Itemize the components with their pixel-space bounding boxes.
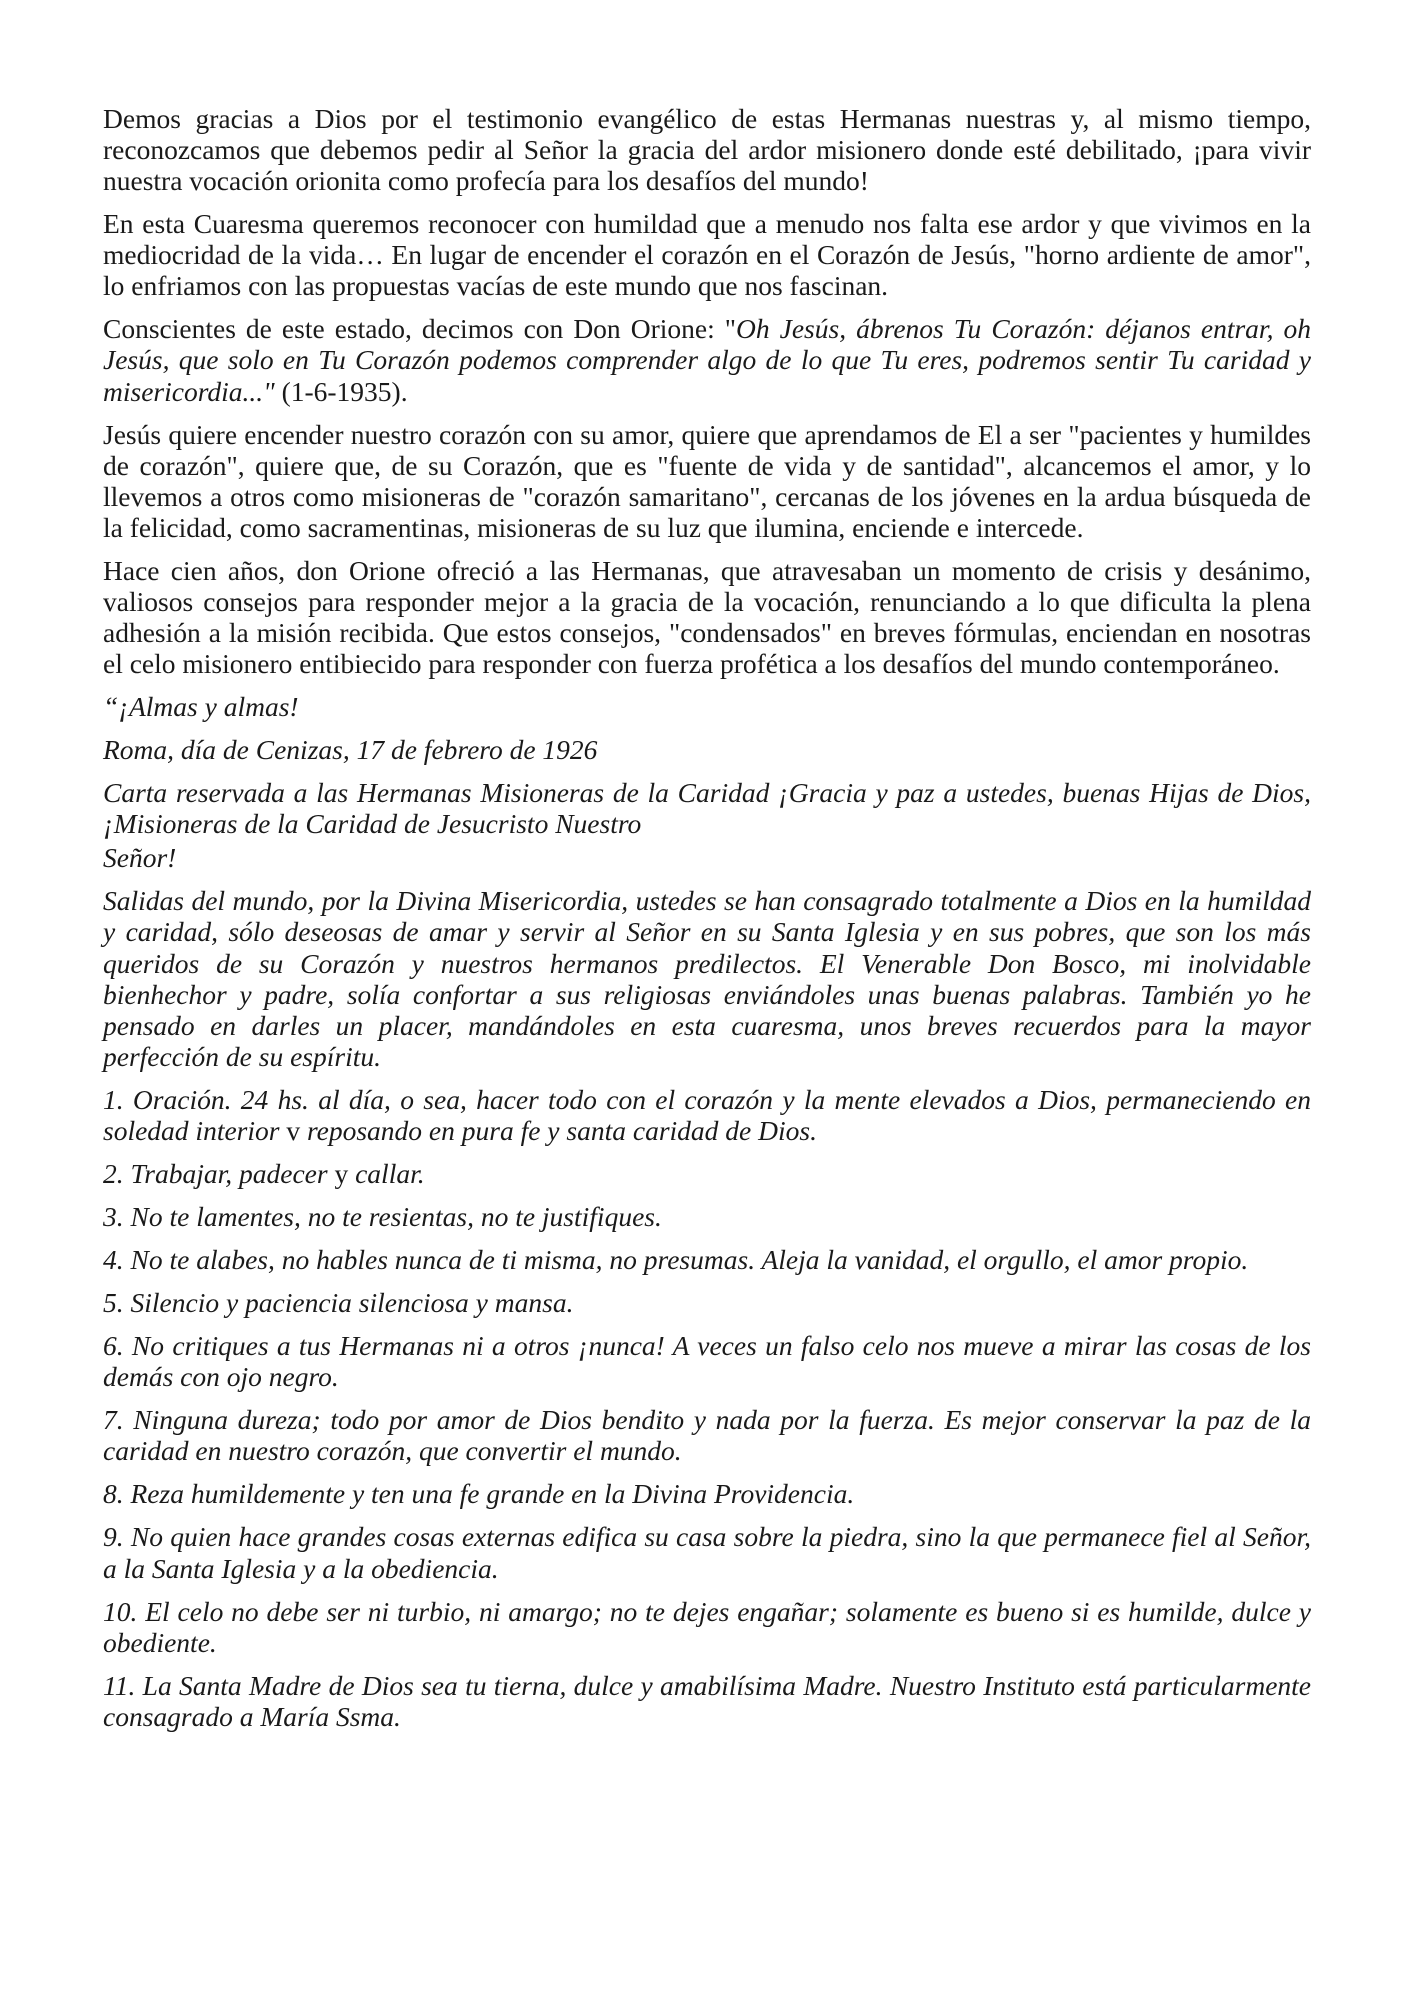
text-run: Conscientes de este estado, decimos con Don Orione: ": [103, 313, 736, 345]
text-run: 2. Trabajar, padecer: [103, 1157, 335, 1189]
text-run: y: [334, 1157, 349, 1189]
text-run: 9. No quien hace grandes cosas externas edifica su casa sobre la piedra, sino la que permanece fiel al Señor, a la Santa Iglesia y a la obediencia.: [103, 1521, 1318, 1584]
consejo-2: [103, 1158, 1311, 1189]
consejo-3: [103, 1201, 1311, 1232]
date-line: [103, 734, 1311, 765]
consejo-4: [103, 1244, 1311, 1275]
don-orione-quote-paragraph: [103, 313, 1318, 407]
hace-cien-anos-paragraph: [103, 554, 1318, 679]
consejo-5: [103, 1287, 1311, 1318]
text-run: 10. El celo no debe ser ni turbio, ni amargo; no te dejes engañar; solamente es bueno si es humilde, dulce y obediente.: [103, 1595, 1318, 1658]
consejo-9: [103, 1521, 1318, 1584]
text-run: 8. Reza humildemente y ten una fe grande en la Divina Providencia.: [103, 1478, 855, 1510]
text-run: reposando en pura fe y santa caridad de Dios.: [300, 1114, 817, 1146]
consejo-11: [103, 1669, 1318, 1732]
text-run: 5. Silencio y paciencia silenciosa y mansa.: [103, 1287, 574, 1319]
opening-paragraph: [103, 103, 1318, 197]
text-run: Salidas del mundo, por la Divina Misericordia, ustedes se han consagrado totalmente a Dios en la humildad y caridad, sólo deseosas de amar y servir al Señor en su Santa Iglesia y en sus pobres, que son los más queridos de su Corazón y nuestros hermanos predilectos. El Venerable Don Bosco, mi inolvidable bienhechor y padre, solía confortar a sus religiosas enviándoles unas buenas palabras. También yo he pensado en darles un placer, mandándoles en esta cuaresma, unos breves recuerdos para la mayor perfección de su espíritu.: [103, 885, 1318, 1072]
consejo-7: [103, 1404, 1318, 1467]
consejo-1: [103, 1083, 1318, 1146]
text-run: Carta reservada a las Hermanas Misioneras de la Caridad ¡Gracia y paz a ustedes, buenas Hijas de Dios, ¡Misioneras de la Caridad de Jesucristo Nuestro: [103, 777, 1318, 840]
letter-body-paragraph: [103, 885, 1318, 1072]
text-run: 3. No te lamentes, no te resientas, no te justifiques.: [103, 1200, 662, 1232]
text-run: Hace cien años, don Orione ofreció a las Hermanas, que atravesaban un momento de crisis y desánimo, valiosos consejos para responder mejor a la gracia de la vocación, renunciando a lo que dificulta la plena adhesión a la misión recibida. Que estos consejos, "condensados" en breves fórmulas, enciendan en nosotras el celo misionero entibiecido para responder con fuerza profética a los desafíos del mundo contemporáneo.: [103, 554, 1318, 679]
text-run: “¡Almas y almas!: [103, 691, 299, 723]
text-run: 4. No te alabes, no hables nunca de ti misma, no presumas. Aleja la vanidad, el orgullo, el amor propio.: [103, 1244, 1249, 1275]
text-run: Demos gracias a Dios por el testimonio evangélico de estas Hermanas nuestras y, al mismo tiempo, reconozcamos que debemos pedir al Señor la gracia del ardor misionero donde esté debilitado, ¡para vivir nuestra vocación orionita como profecía para los desafíos del mundo!: [103, 103, 1318, 197]
letter-salutation-end: [103, 842, 1311, 873]
consejo-10: [103, 1595, 1318, 1658]
text-run: Roma, día de Cenizas, 17 de febrero de 1926: [103, 734, 598, 766]
document-body: [103, 103, 1318, 1732]
text-run: 6. No critiques a tus Hermanas ni a otros ¡nunca! A veces un falso celo nos mueve a mirar las cosas de los demás con ojo negro.: [103, 1330, 1318, 1393]
text-run: 7. Ninguna dureza; todo por amor de Dios bendito y nada por la fuerza. Es mejor conservar la paz de la caridad en nuestro corazón, que convertir el mundo.: [103, 1404, 1318, 1467]
jesus-corazon-paragraph: [103, 418, 1318, 543]
text-run: 1. Oración. 24 hs. al día, o sea, hacer todo con el corazón y la mente elevados a Dios, permaneciendo en soledad interior: [103, 1083, 1318, 1146]
text-run: Oh Jesús, ábrenos Tu Corazón: déjanos entrar, oh Jesús, que solo en Tu Corazón podemos comprender algo de lo que Tu eres, podremos sentir Tu caridad y misericordia...": [103, 313, 1318, 407]
text-run: En esta Cuaresma queremos reconocer con humildad que a menudo nos falta ese ardor y que vivimos en la mediocridad de la vida… En lugar de encender el corazón en el Corazón de Jesús, "horno ardiente de amor", lo enfriamos con las propuestas vacías de este mundo que nos fascinan.: [103, 208, 1318, 302]
consejo-6: [103, 1330, 1318, 1393]
text-run: Jesús quiere encender nuestro corazón con su amor, quiere que aprendamos de El a ser "pacientes y humildes de corazón", quiere que, de su Corazón, que es "fuente de vida y de santidad", alcancemos el amor, y lo llevemos a otros como misioneras de "corazón samaritano", cercanas de los jóvenes en la ardua búsqueda de la felicidad, como sacramentinas, misioneras de su luz que ilumina, enciende e intercede.: [103, 418, 1318, 543]
text-run: (1-6-1935).: [274, 375, 408, 407]
letter-salutation: [103, 777, 1318, 840]
consejo-8: [103, 1478, 1311, 1509]
almas-line: [103, 691, 1311, 722]
text-run: Señor!: [103, 842, 177, 874]
text-run: 11. La Santa Madre de Dios sea tu tierna, dulce y amabilísima Madre. Nuestro Instituto está particularmente consagrado a María Ssma.: [103, 1669, 1318, 1732]
cuaresma-paragraph: [103, 208, 1318, 302]
text-run: v: [286, 1114, 301, 1146]
text-run: callar.: [348, 1157, 425, 1189]
